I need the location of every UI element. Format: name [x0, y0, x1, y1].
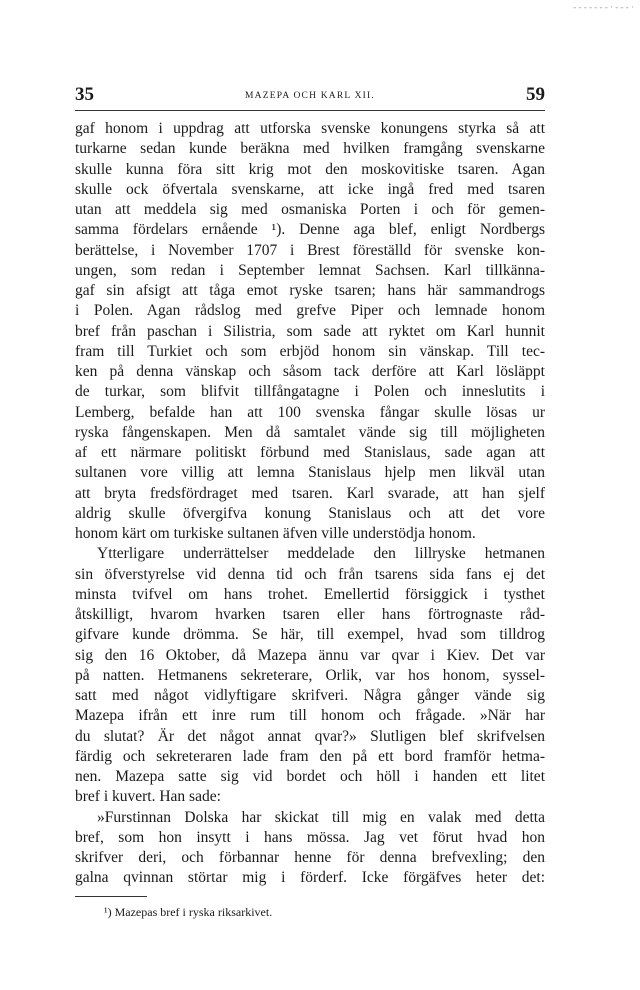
scan-artifact-marks: - - - - - - - · - - - · [573, 2, 634, 12]
body-text [75, 119, 545, 889]
text-line: Lemberg, befalde han att 100 svenska fångar skulle lösas ur [75, 403, 545, 421]
text-line: du slutat? Är det något annat qvar?» Slutligen blef skrifvelsen [75, 727, 545, 745]
text-line: fram till Turkiet och som erbjöd honom sin vänskap. Till tec- [75, 342, 545, 360]
text-line: skulle kunna föra sitt krig mot den moskovitiske tsaren. Agan [75, 160, 545, 178]
paragraph-start-line: Ytterligare underrättelser meddelade den lillryske hetmanen [97, 545, 545, 563]
text-line: skrifver deri, och förbannar henne för denna brefvexling; den [75, 849, 545, 866]
text-line: skulle ock öfvertala svenskarne, att icke ingå fred med tsaren [75, 180, 545, 198]
text-line: åtskilligt, hvarom hvarken tsaren eller hans förtrognaste råd- [75, 606, 545, 623]
text-line: aldrig skulle öfvergifva konung Stanislaus och att det vore [75, 504, 545, 522]
page-number: 59 [526, 84, 545, 105]
text-line: bref, som hon insytt i hans mössa. Jag vet förut hvad hon [75, 828, 545, 846]
text-line: att bryta fredsfördraget med tsaren. Karl svarade, att han sjelf [75, 484, 545, 502]
text-line: bref från paschan i Silistria, som sade att ryktet om Karl hunnit [75, 322, 545, 340]
section-number: 35 [75, 84, 94, 105]
text-line: samma fördelars ernående ¹). Denne aga blef, enligt Nordbergs [75, 221, 545, 239]
footnote: ¹) Mazepas bref i ryska riksarkivet. [104, 905, 273, 919]
text-line: af ett närmare politiskt förbund med Stanislaus, sade agan att [75, 444, 545, 461]
text-line: galna qvinnan störtar mig i förderf. Icke förgäfves heter det: [75, 869, 545, 887]
paragraph-start-line: »Furstinnan Dolska har skickat till mig en valak med detta [97, 808, 545, 826]
text-line: på natten. Hetmanens sekreterare, Orlik, var hos honom, syssel- [75, 666, 545, 684]
text-line: nen. Mazepa satte sig vid bordet och höll i handen ett litet [75, 768, 545, 785]
text-line: gifvare kunde drömma. Se här, till exempel, hvad som tilldrog [75, 626, 545, 644]
text-line: utan att meddela sig med osmaniska Porten i och för gemen- [75, 201, 545, 218]
text-line: honom kärt om turkiske sultanen äfven ville understödja honom. [75, 525, 476, 542]
text-line: Mazepa ifrån ett inre rum till honom och frågade. »När har [75, 707, 545, 725]
text-line: sin öfverstyrelse vid denna tid och från tsarens sida fans ej det [75, 565, 545, 583]
text-line: turkarne sedan kunde beräkna med hvilken framgång svenskarne [75, 140, 545, 158]
text-line: satt med något vidlyftigare skrifveri. Några gånger vände sig [75, 687, 545, 704]
text-line: gaf honom i uppdrag att utforska svenske konungens styrka så att [75, 120, 545, 137]
page-header [75, 82, 545, 106]
text-line: sultanen vore villig att lemna Stanislaus hjelp men likväl utan [75, 464, 545, 482]
text-line: i Polen. Agan rådslog med grefve Piper och lemnade honom [75, 302, 545, 320]
header-rule [75, 110, 545, 111]
text-line: ken på denna vänskap och såsom tack derföre att Karl lösläppt [75, 363, 545, 380]
text-line: ungen, som redan i September lemnat Sachsen. Karl tillkänna- [75, 261, 545, 279]
text-line: minsta tvifvel om hans trohet. Emellertid försiggick i tysthet [75, 585, 545, 603]
text-line: berättelse, i November 1707 i Brest föreställd för svenske kon- [75, 241, 545, 259]
text-line: färdig och sekreteraren lade fram den på ett bord framför hetma- [75, 747, 545, 765]
running-title: MAZEPA OCH KARL XII. [245, 91, 375, 101]
text-line: gaf sin afsigt att tåga emot ryske tsaren; hans här sammandrogs [75, 282, 545, 299]
footnote-rule [75, 896, 147, 897]
text-line: de turkar, som blifvit tillfångatagne i Polen och inneslutits i [75, 383, 545, 401]
text-line: ryska fångenskapen. Men då samtalet vände sig till möjligheten [75, 423, 545, 441]
text-line: sig den 16 Oktober, då Mazepa ännu var qvar i Kiev. Det var [75, 646, 545, 664]
text-line: bref i kuvert. Han sade: [75, 788, 221, 806]
